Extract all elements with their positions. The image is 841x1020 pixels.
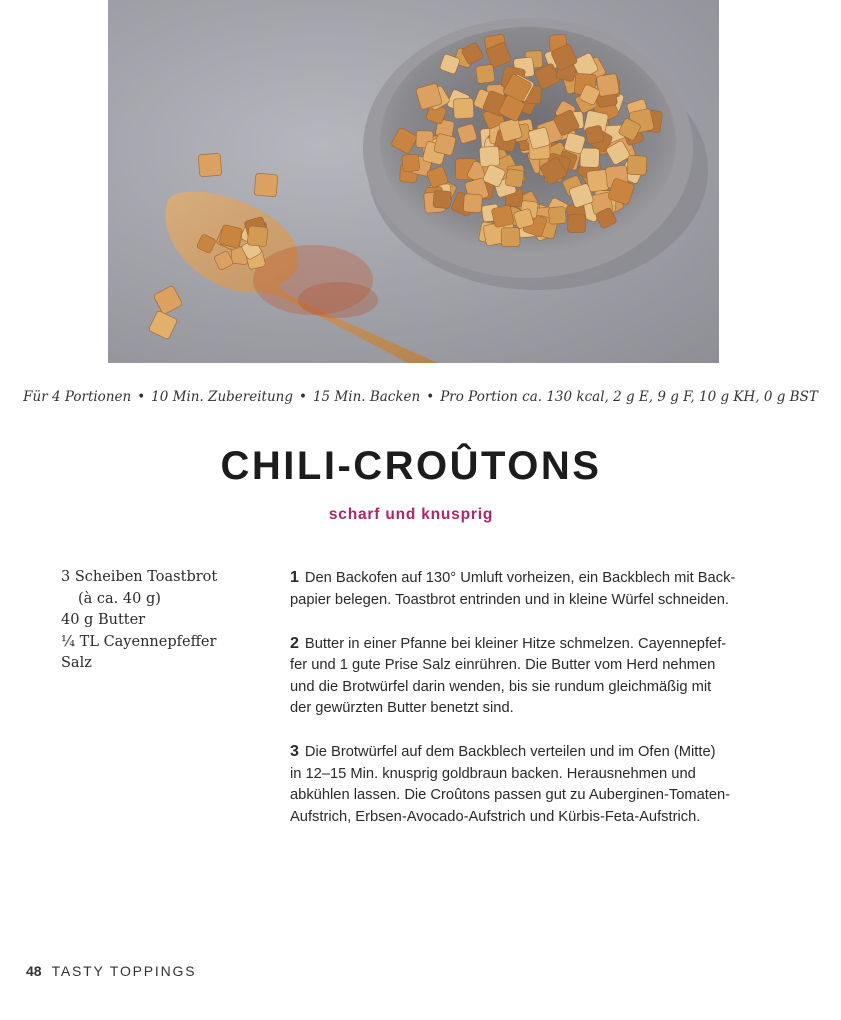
meta-separator: • [137, 389, 146, 405]
crouton [585, 125, 605, 145]
step [290, 741, 770, 828]
crouton [475, 64, 495, 84]
crouton [247, 226, 268, 247]
bake-time-text: 15 Min. Backen [312, 389, 421, 405]
ingredient-item: ¼ TL Cayennepfeffer [61, 633, 217, 650]
meta-separator: • [426, 389, 435, 405]
page-footer [26, 963, 196, 979]
croutons-illustration [108, 0, 719, 363]
step-number: 3 [290, 743, 299, 760]
servings-text: Für 4 Portionen [23, 389, 132, 405]
crouton [153, 285, 183, 315]
step [290, 567, 770, 611]
crouton [627, 155, 647, 175]
step [290, 633, 770, 720]
meta-separator: • [298, 389, 307, 405]
crouton [434, 133, 457, 156]
crouton [219, 224, 243, 248]
step-number: 2 [290, 634, 299, 652]
crouton [479, 146, 500, 167]
crouton [453, 98, 474, 119]
ingredient-item: (à ca. 40 g) [78, 590, 161, 607]
crouton [402, 154, 420, 172]
page-number: 48 [26, 963, 42, 979]
crouton [580, 148, 600, 168]
recipe-subtitle: scharf und knusprig [328, 506, 494, 523]
crouton [491, 205, 514, 228]
recipe-photo [108, 0, 719, 363]
step-text: Die Brotwürfel auf dem Backblech verteilen und im Ofen (Mitte) in 12–15 Min. knusprig goldbraun backen. Herausnehmen und abkühlen lassen. Die Croûtons passen gut zu Auberginen-Tomaten- Aufstrich, Erbsen-Avocado-Aufstrich und Kürbis-Feta-Aufstrich. [290, 744, 731, 825]
ingredient-item: Salz [61, 655, 92, 671]
crouton [198, 153, 221, 176]
crouton [501, 228, 520, 247]
crouton [148, 310, 177, 339]
recipe-meta [0, 389, 841, 405]
crouton [463, 194, 482, 213]
section-name: TASTY TOPPINGS [51, 963, 197, 979]
crouton [567, 214, 585, 232]
ingredient-item: 3 Scheiben Toastbrot [61, 569, 218, 585]
crouton [254, 173, 278, 197]
instruction-steps [290, 567, 770, 850]
prep-time-text: 10 Min. Zubereitung [151, 389, 293, 405]
recipe-title: CHILI-CROÛTONS [220, 444, 602, 488]
step-text: Den Backofen auf 130° Umluft vorheizen, ein Backblech mit Back- papier belegen. Toastbrot entrinden und in kleine Würfel schneiden. [290, 570, 736, 608]
crouton [548, 207, 566, 225]
nutrition-text: Pro Portion ca. 130 kcal, 2 g E, 9 g F, 10 g KH, 0 g BST [440, 389, 818, 405]
ingredient-list [61, 567, 261, 675]
crouton [433, 190, 451, 208]
step-number: 1 [290, 569, 299, 586]
ingredient-item: 40 g Butter [61, 612, 146, 628]
step-text: Butter in einer Pfanne bei kleiner Hitze schmelzen. Cayennepfef- fer und 1 gute Prise Salz einrühren. Die Butter vom Herd nehmen und die Brotwürfel darin wenden, bis sie rundum gleichmäßig mit der gewürzten Butter benetzt sind. [290, 635, 727, 716]
crouton [505, 169, 524, 188]
